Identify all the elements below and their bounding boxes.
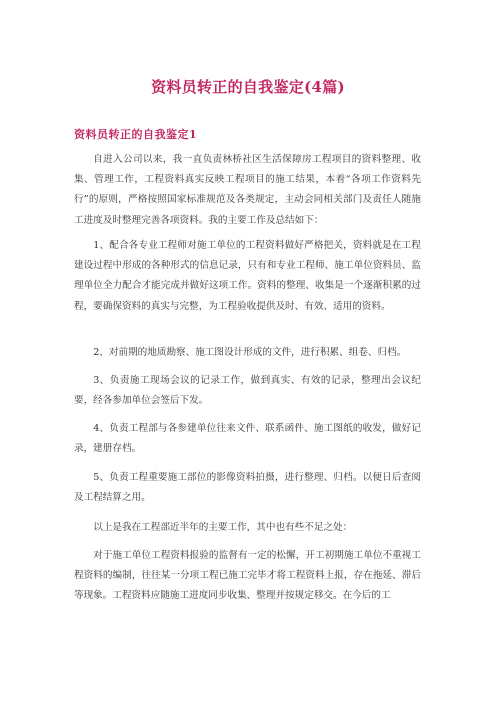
paragraph-item-1: 1、配合各专业工程师对施工单位的工程资料做好严格把关，资料就是在工程建设过程中形成的各种形式的信息记录，只有和专业工程师、施工单位资料员、监理单位全力配合才能完成并做好这项工作。资料的整理、收集是一个逐渐积累的过程，要确保资料的真实与完整，为工程验收提供及时、有效、适用的资料。 (74, 240, 421, 312)
paragraph-intro: 自进入公司以来，我一直负责林桥社区生活保障房工程项目的资料整理、收集、管理工作，工程资料真实反映工程项目的施工结果，本着“各项工作资料先行”的原则，严格按照国家标准规范及各类规定，主动会同相关部门及责任人随施工进度及时整理完善各项资料。我的主要工作及总结如下： (74, 154, 421, 226)
paragraph-item-2: 2、对前期的地质勘察、施工图设计形成的文件，进行积累、组卷、归档。 (93, 347, 407, 358)
section-title: 资料员转正的自我鉴定1 (74, 128, 198, 141)
document-title: 资料员转正的自我鉴定(4篇) (151, 78, 345, 96)
paragraph-shortcomings: 对于施工单位工程资料报验的监督有一定的松懈，开工初期施工单位不重视工程资料的编制，往往某一分项工程已施工完毕才将工程资料上报，存在拖延、滞后等现象。工程资料应随施工进度同步收集、整理并按规定移交。在今后的工 (74, 550, 421, 602)
paragraph-summary: 以上是我在工程部近半年的主要工作，其中也有些不足之处： (93, 522, 353, 533)
paragraph-item-5: 5、负责工程重要施工部位的影像资料拍摄，进行整理、归档。以便日后查阅及工程结算之用。 (74, 472, 421, 504)
paragraph-item-4: 4、负责工程部与各参建单位往来文件、联系函件、施工图纸的收发，做好记录，建册存档。 (74, 423, 421, 455)
paragraph-item-3: 3、负责施工现场会议的记录工作，做到真实、有效的记录，整理出会议纪要，经各参加单位会签后下发。 (74, 375, 421, 407)
